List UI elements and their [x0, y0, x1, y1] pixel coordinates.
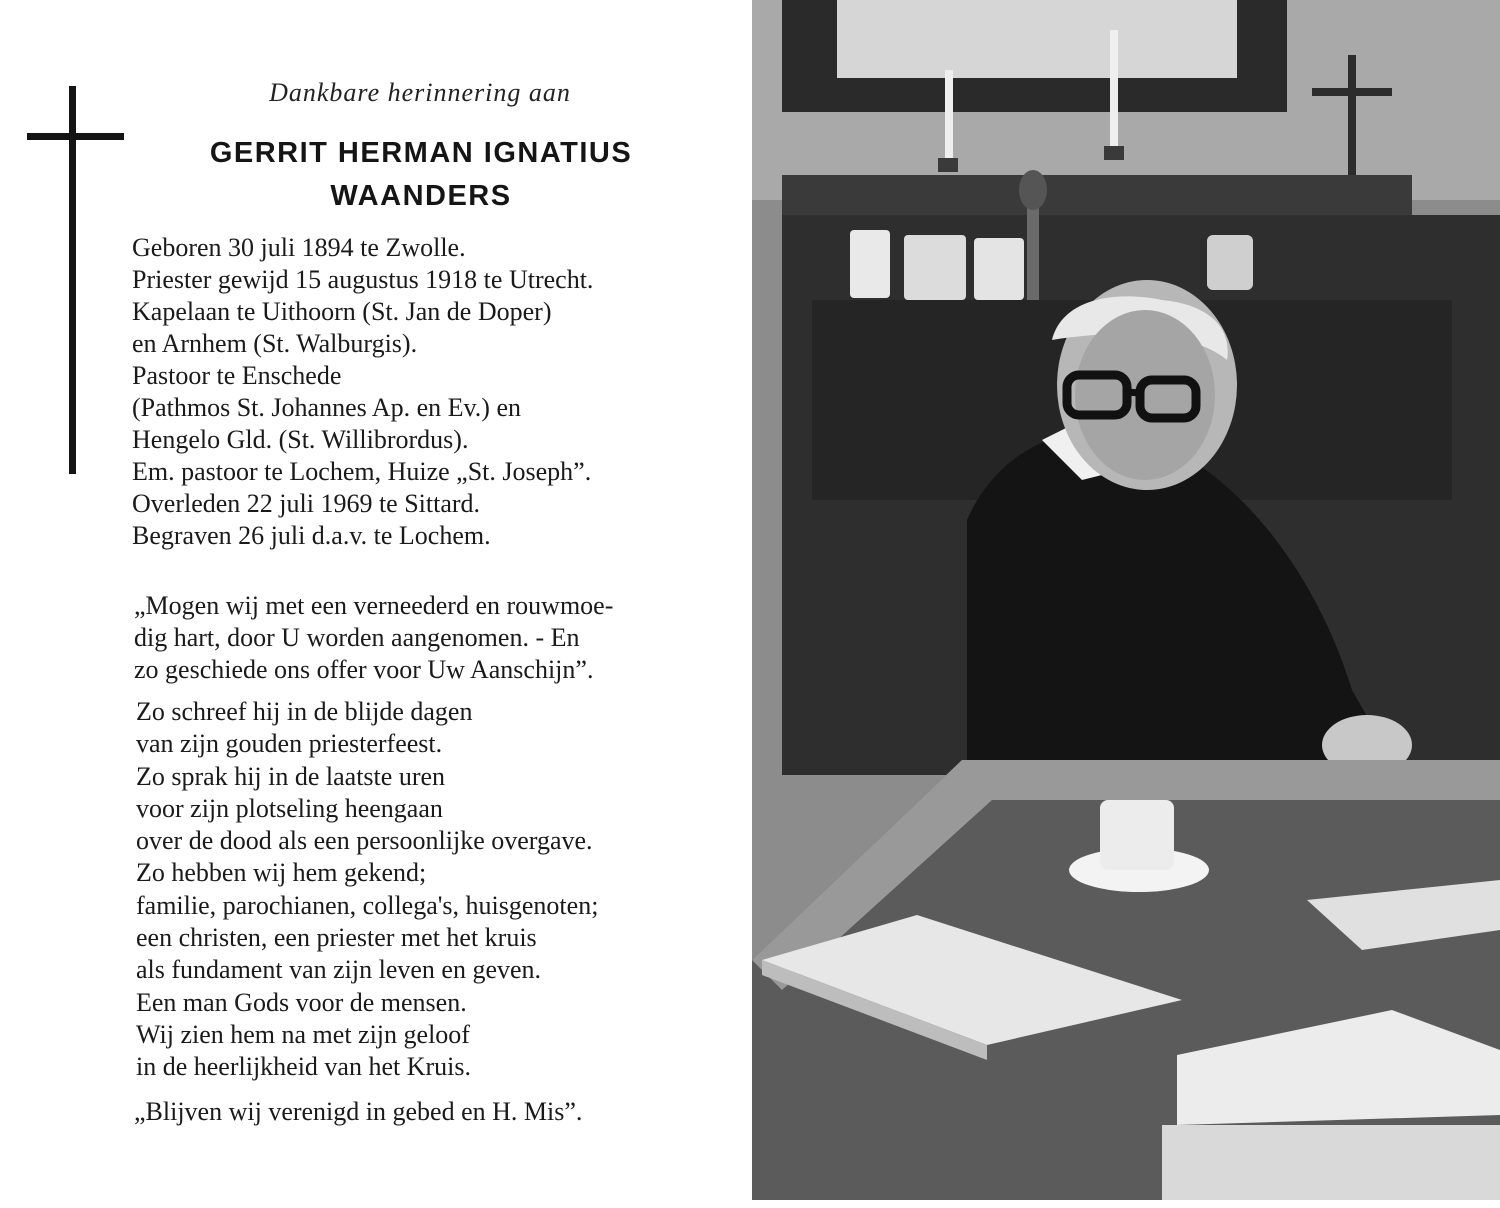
card-intro: Dankbare herinnering aan: [269, 78, 571, 107]
poem-line: van zijn gouden priesterfeest.: [136, 729, 443, 759]
memorial-poem: [136, 696, 736, 1084]
bio-line: (Pathmos St. Johannes Ap. en Ev.) en: [132, 393, 521, 422]
poem-line: Een man Gods voor de mensen.: [136, 987, 467, 1017]
bio-line: Em. pastoor te Lochem, Huize „St. Joseph”.: [132, 457, 592, 486]
poem-line: Zo hebben wij hem gekend;: [136, 858, 427, 888]
bio-line: Overleden 22 juli 1969 te Sittard.: [132, 489, 481, 518]
bio-line: Pastoor te Enschede: [132, 361, 342, 390]
deceased-name-line-2: WAANDERS: [330, 180, 512, 212]
bio-line: Priester gewijd 15 augustus 1918 te Utrecht.: [132, 265, 594, 294]
bio-line: Begraven 26 juli d.a.v. te Lochem.: [132, 521, 491, 550]
poem-line: Zo schreef hij in de blijde dagen: [136, 697, 473, 726]
portrait-photo-illustration: [752, 0, 1500, 1200]
bio-line: en Arnhem (St. Walburgis).: [132, 329, 418, 358]
poem-line: in de heerlijkheid van het Kruis.: [136, 1052, 472, 1082]
bio-line: Kapelaan te Uithoorn (St. Jan de Doper): [132, 297, 552, 326]
quote-line: zo geschiede ons offer voor Uw Aanschijn”.: [134, 655, 594, 684]
quotation: [134, 590, 734, 686]
biography: [132, 232, 732, 552]
bio-line: Hengelo Gld. (St. Willibrordus).: [132, 425, 469, 454]
poem-line: als fundament van zijn leven en geven.: [136, 955, 542, 985]
poem-line: over de dood als een persoonlijke overgave.: [136, 826, 593, 856]
closing-prayer: „Blijven wij verenigd in gebed en H. Mis”.: [134, 1097, 583, 1126]
deceased-name-line-1: GERRIT HERMAN IGNATIUS: [209, 137, 633, 169]
portrait-photo: [752, 0, 1500, 1200]
poem-line: Wij zien hem na met zijn geloof: [136, 1019, 470, 1049]
poem-line: voor zijn plotseling heengaan: [136, 793, 443, 823]
poem-line: een christen, een priester met het kruis: [136, 923, 537, 953]
quote-line: dig hart, door U worden aangenomen. - En: [134, 623, 580, 652]
poem-line: Zo sprak hij in de laatste uren: [136, 761, 446, 791]
deceased-name: [0, 132, 842, 218]
quote-line: „Mogen wij met een verneederd en rouwmoe-: [134, 591, 614, 620]
bio-line: Geboren 30 juli 1894 te Zwolle.: [132, 233, 466, 262]
poem-line: familie, parochianen, collega's, huisgenoten;: [136, 890, 599, 920]
